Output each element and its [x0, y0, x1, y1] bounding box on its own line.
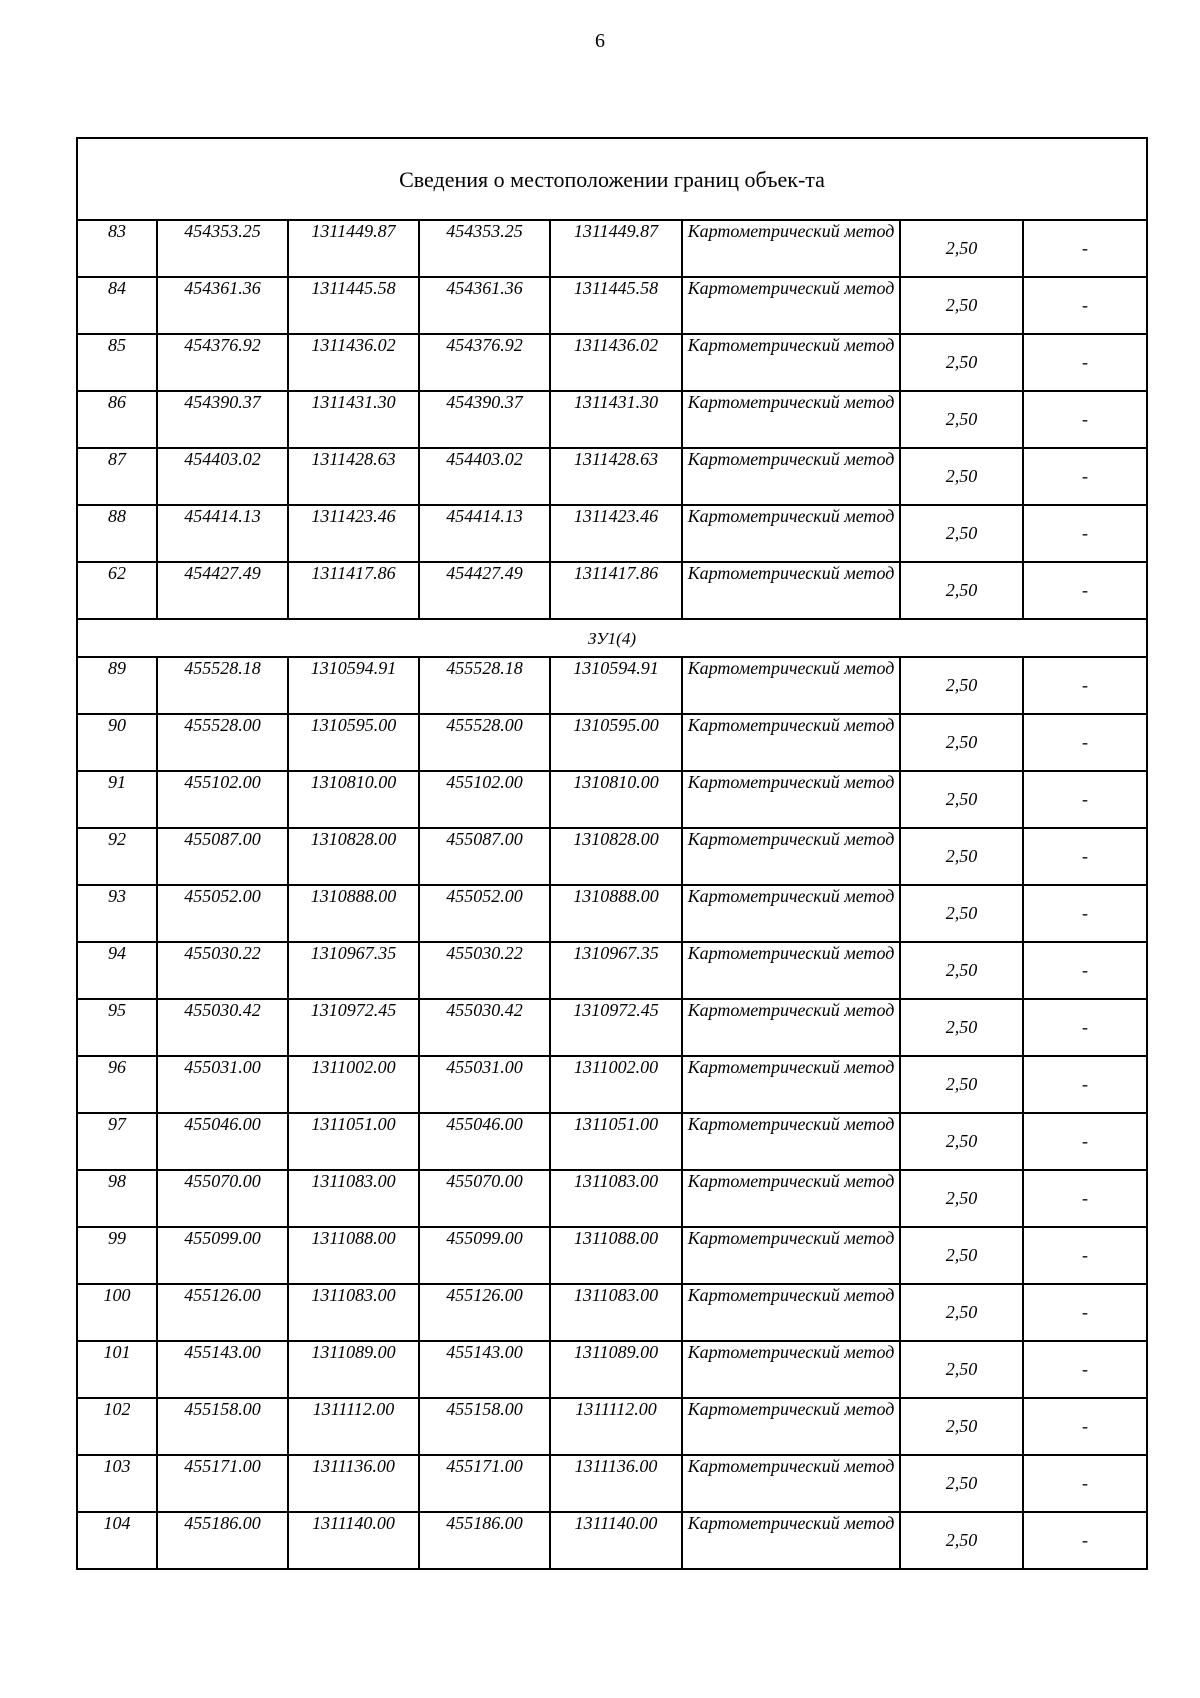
accuracy-cell: 2,50 [900, 1455, 1023, 1512]
accuracy-cell: 2,50 [900, 391, 1023, 448]
description-cell: - [1023, 885, 1147, 942]
accuracy-cell: 2,50 [900, 1056, 1023, 1113]
new-y-cell: 1311089.00 [550, 1341, 682, 1398]
description-cell: - [1023, 1512, 1147, 1569]
existing-x-cell: 455126.00 [157, 1284, 288, 1341]
new-x-cell: 454390.37 [419, 391, 550, 448]
point-number-cell: 101 [77, 1341, 157, 1398]
table-row [77, 562, 1147, 619]
accuracy-cell: 2,50 [900, 714, 1023, 771]
new-y-cell: 1311051.00 [550, 1113, 682, 1170]
accuracy-cell: 2,50 [900, 1512, 1023, 1569]
point-number-cell: 62 [77, 562, 157, 619]
accuracy-cell: 2,50 [900, 562, 1023, 619]
point-number-cell: 84 [77, 277, 157, 334]
accuracy-cell: 2,50 [900, 999, 1023, 1056]
description-cell: - [1023, 1170, 1147, 1227]
new-x-cell: 455030.22 [419, 942, 550, 999]
table-row [77, 448, 1147, 505]
new-x-cell: 454376.92 [419, 334, 550, 391]
existing-y-cell: 1311431.30 [288, 391, 419, 448]
new-x-cell: 455030.42 [419, 999, 550, 1056]
point-number-cell: 99 [77, 1227, 157, 1284]
method-cell: Картометрический метод [682, 334, 900, 391]
new-y-cell: 1310972.45 [550, 999, 682, 1056]
accuracy-cell: 2,50 [900, 885, 1023, 942]
accuracy-cell: 2,50 [900, 1341, 1023, 1398]
point-number-cell: 103 [77, 1455, 157, 1512]
new-y-cell: 1311431.30 [550, 391, 682, 448]
new-y-cell: 1311088.00 [550, 1227, 682, 1284]
method-cell: Картометрический метод [682, 1056, 900, 1113]
new-y-cell: 1310594.91 [550, 657, 682, 714]
existing-x-cell: 454376.92 [157, 334, 288, 391]
section-header-row [77, 619, 1147, 657]
method-cell: Картометрический метод [682, 885, 900, 942]
accuracy-cell: 2,50 [900, 505, 1023, 562]
existing-y-cell: 1310595.00 [288, 714, 419, 771]
accuracy-cell: 2,50 [900, 657, 1023, 714]
description-cell: - [1023, 1341, 1147, 1398]
new-x-cell: 455046.00 [419, 1113, 550, 1170]
new-y-cell: 1311083.00 [550, 1284, 682, 1341]
point-number-cell: 96 [77, 1056, 157, 1113]
new-x-cell: 454353.25 [419, 220, 550, 277]
description-cell: - [1023, 1056, 1147, 1113]
description-cell: - [1023, 334, 1147, 391]
method-cell: Картометрический метод [682, 999, 900, 1056]
table-row [77, 714, 1147, 771]
description-cell: - [1023, 999, 1147, 1056]
description-cell: - [1023, 1113, 1147, 1170]
new-y-cell: 1311112.00 [550, 1398, 682, 1455]
method-cell: Картометрический метод [682, 562, 900, 619]
existing-x-cell: 454427.49 [157, 562, 288, 619]
new-x-cell: 455171.00 [419, 1455, 550, 1512]
method-cell: Картометрический метод [682, 714, 900, 771]
existing-x-cell: 454414.13 [157, 505, 288, 562]
description-cell: - [1023, 1227, 1147, 1284]
description-cell: - [1023, 391, 1147, 448]
existing-y-cell: 1311088.00 [288, 1227, 419, 1284]
existing-x-cell: 455031.00 [157, 1056, 288, 1113]
new-y-cell: 1311449.87 [550, 220, 682, 277]
table-row [77, 277, 1147, 334]
point-number-cell: 93 [77, 885, 157, 942]
table-title-row [77, 138, 1147, 220]
existing-y-cell: 1311112.00 [288, 1398, 419, 1455]
accuracy-cell: 2,50 [900, 1227, 1023, 1284]
description-cell: - [1023, 1398, 1147, 1455]
new-y-cell: 1310888.00 [550, 885, 682, 942]
new-y-cell: 1311083.00 [550, 1170, 682, 1227]
method-cell: Картометрический метод [682, 1455, 900, 1512]
accuracy-cell: 2,50 [900, 1113, 1023, 1170]
point-number-cell: 98 [77, 1170, 157, 1227]
method-cell: Картометрический метод [682, 1113, 900, 1170]
new-y-cell: 1311423.46 [550, 505, 682, 562]
method-cell: Картометрический метод [682, 942, 900, 999]
description-cell: - [1023, 714, 1147, 771]
existing-y-cell: 1311436.02 [288, 334, 419, 391]
method-cell: Картометрический метод [682, 828, 900, 885]
existing-x-cell: 455046.00 [157, 1113, 288, 1170]
existing-x-cell: 454361.36 [157, 277, 288, 334]
table-row [77, 391, 1147, 448]
existing-y-cell: 1310888.00 [288, 885, 419, 942]
point-number-cell: 94 [77, 942, 157, 999]
existing-x-cell: 455186.00 [157, 1512, 288, 1569]
existing-x-cell: 454353.25 [157, 220, 288, 277]
table-row [77, 771, 1147, 828]
description-cell: - [1023, 942, 1147, 999]
new-y-cell: 1311428.63 [550, 448, 682, 505]
point-number-cell: 86 [77, 391, 157, 448]
new-x-cell: 454427.49 [419, 562, 550, 619]
new-x-cell: 455031.00 [419, 1056, 550, 1113]
table-row [77, 1227, 1147, 1284]
existing-y-cell: 1311002.00 [288, 1056, 419, 1113]
description-cell: - [1023, 828, 1147, 885]
existing-y-cell: 1311445.58 [288, 277, 419, 334]
existing-y-cell: 1311449.87 [288, 220, 419, 277]
existing-y-cell: 1310828.00 [288, 828, 419, 885]
new-y-cell: 1311140.00 [550, 1512, 682, 1569]
new-x-cell: 455143.00 [419, 1341, 550, 1398]
new-x-cell: 455186.00 [419, 1512, 550, 1569]
existing-y-cell: 1310972.45 [288, 999, 419, 1056]
existing-y-cell: 1311051.00 [288, 1113, 419, 1170]
table-row [77, 220, 1147, 277]
table-row [77, 942, 1147, 999]
table-row [77, 1284, 1147, 1341]
method-cell: Картометрический метод [682, 1341, 900, 1398]
new-y-cell: 1311445.58 [550, 277, 682, 334]
description-cell: - [1023, 1284, 1147, 1341]
accuracy-cell: 2,50 [900, 1284, 1023, 1341]
existing-x-cell: 454403.02 [157, 448, 288, 505]
new-x-cell: 455528.18 [419, 657, 550, 714]
accuracy-cell: 2,50 [900, 942, 1023, 999]
description-cell: - [1023, 448, 1147, 505]
table-row [77, 1113, 1147, 1170]
method-cell: Картометрический метод [682, 448, 900, 505]
existing-y-cell: 1311083.00 [288, 1284, 419, 1341]
new-y-cell: 1310967.35 [550, 942, 682, 999]
existing-y-cell: 1310967.35 [288, 942, 419, 999]
method-cell: Картометрический метод [682, 277, 900, 334]
existing-x-cell: 455143.00 [157, 1341, 288, 1398]
table-row [77, 334, 1147, 391]
new-y-cell: 1310828.00 [550, 828, 682, 885]
new-x-cell: 455087.00 [419, 828, 550, 885]
existing-y-cell: 1311089.00 [288, 1341, 419, 1398]
description-cell: - [1023, 220, 1147, 277]
existing-x-cell: 455528.00 [157, 714, 288, 771]
new-y-cell: 1310810.00 [550, 771, 682, 828]
table-row [77, 999, 1147, 1056]
method-cell: Картометрический метод [682, 505, 900, 562]
accuracy-cell: 2,50 [900, 448, 1023, 505]
new-x-cell: 454361.36 [419, 277, 550, 334]
new-x-cell: 455126.00 [419, 1284, 550, 1341]
accuracy-cell: 2,50 [900, 828, 1023, 885]
method-cell: Картометрический метод [682, 771, 900, 828]
section-label: ЗУ1(4) [77, 619, 1147, 657]
point-number-cell: 97 [77, 1113, 157, 1170]
table-row [77, 1341, 1147, 1398]
existing-x-cell: 455030.42 [157, 999, 288, 1056]
table-title: Сведения о местоположении границ объек-та [77, 138, 1147, 220]
point-number-cell: 95 [77, 999, 157, 1056]
table-row [77, 1170, 1147, 1227]
method-cell: Картометрический метод [682, 1398, 900, 1455]
existing-x-cell: 455052.00 [157, 885, 288, 942]
new-y-cell: 1311136.00 [550, 1455, 682, 1512]
table-row [77, 828, 1147, 885]
point-number-cell: 92 [77, 828, 157, 885]
new-x-cell: 455070.00 [419, 1170, 550, 1227]
existing-x-cell: 455171.00 [157, 1455, 288, 1512]
table-row [77, 1056, 1147, 1113]
new-x-cell: 455099.00 [419, 1227, 550, 1284]
new-x-cell: 455528.00 [419, 714, 550, 771]
page-number: 6 [595, 30, 605, 52]
method-cell: Картометрический метод [682, 220, 900, 277]
new-x-cell: 455052.00 [419, 885, 550, 942]
description-cell: - [1023, 657, 1147, 714]
point-number-cell: 104 [77, 1512, 157, 1569]
existing-y-cell: 1310810.00 [288, 771, 419, 828]
point-number-cell: 87 [77, 448, 157, 505]
point-number-cell: 85 [77, 334, 157, 391]
existing-x-cell: 455070.00 [157, 1170, 288, 1227]
existing-y-cell: 1311417.86 [288, 562, 419, 619]
point-number-cell: 91 [77, 771, 157, 828]
existing-x-cell: 454390.37 [157, 391, 288, 448]
table-row [77, 657, 1147, 714]
description-cell: - [1023, 277, 1147, 334]
existing-y-cell: 1310594.91 [288, 657, 419, 714]
point-number-cell: 102 [77, 1398, 157, 1455]
table-row [77, 885, 1147, 942]
description-cell: - [1023, 562, 1147, 619]
existing-y-cell: 1311140.00 [288, 1512, 419, 1569]
point-number-cell: 88 [77, 505, 157, 562]
table-row [77, 505, 1147, 562]
table-row [77, 1455, 1147, 1512]
point-number-cell: 83 [77, 220, 157, 277]
accuracy-cell: 2,50 [900, 220, 1023, 277]
table-row [77, 1512, 1147, 1569]
point-number-cell: 90 [77, 714, 157, 771]
existing-x-cell: 455158.00 [157, 1398, 288, 1455]
accuracy-cell: 2,50 [900, 1398, 1023, 1455]
existing-x-cell: 455030.22 [157, 942, 288, 999]
existing-y-cell: 1311423.46 [288, 505, 419, 562]
method-cell: Картометрический метод [682, 657, 900, 714]
point-number-cell: 100 [77, 1284, 157, 1341]
table-row [77, 1398, 1147, 1455]
existing-y-cell: 1311428.63 [288, 448, 419, 505]
method-cell: Картометрический метод [682, 1512, 900, 1569]
new-y-cell: 1311002.00 [550, 1056, 682, 1113]
description-cell: - [1023, 771, 1147, 828]
existing-y-cell: 1311083.00 [288, 1170, 419, 1227]
new-y-cell: 1310595.00 [550, 714, 682, 771]
existing-x-cell: 455099.00 [157, 1227, 288, 1284]
description-cell: - [1023, 1455, 1147, 1512]
method-cell: Картометрический метод [682, 1227, 900, 1284]
boundary-coordinates-table [76, 137, 1148, 1570]
existing-y-cell: 1311136.00 [288, 1455, 419, 1512]
new-x-cell: 455102.00 [419, 771, 550, 828]
new-x-cell: 454403.02 [419, 448, 550, 505]
new-y-cell: 1311436.02 [550, 334, 682, 391]
method-cell: Картометрический метод [682, 1170, 900, 1227]
method-cell: Картометрический метод [682, 1284, 900, 1341]
new-y-cell: 1311417.86 [550, 562, 682, 619]
point-number-cell: 89 [77, 657, 157, 714]
description-cell: - [1023, 505, 1147, 562]
existing-x-cell: 455102.00 [157, 771, 288, 828]
accuracy-cell: 2,50 [900, 1170, 1023, 1227]
method-cell: Картометрический метод [682, 391, 900, 448]
new-x-cell: 455158.00 [419, 1398, 550, 1455]
accuracy-cell: 2,50 [900, 277, 1023, 334]
existing-x-cell: 455087.00 [157, 828, 288, 885]
accuracy-cell: 2,50 [900, 771, 1023, 828]
accuracy-cell: 2,50 [900, 334, 1023, 391]
new-x-cell: 454414.13 [419, 505, 550, 562]
existing-x-cell: 455528.18 [157, 657, 288, 714]
